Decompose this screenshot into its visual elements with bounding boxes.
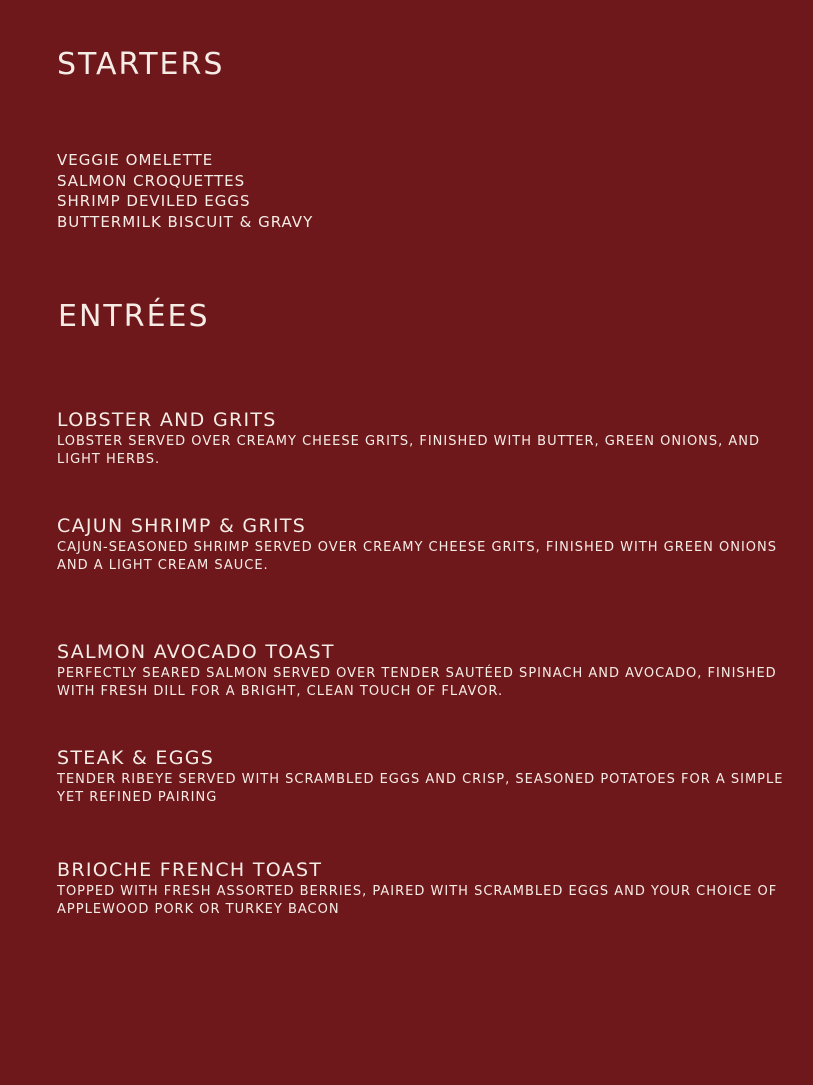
entree-description: PERFECTLY SEARED SALMON SERVED OVER TENDER SAUTÉED SPINACH AND AVOCADO, FINISHED WITH FRESH DILL FOR A BRIGHT, CLEAN TOUCH OF FLAVOR. xyxy=(57,666,777,699)
entree-name: STEAK & EGGS xyxy=(57,747,215,769)
entree-item-lobster-and-grits xyxy=(57,409,787,469)
entree-item-steak-eggs xyxy=(57,747,787,807)
entree-name: BRIOCHE FRENCH TOAST xyxy=(57,859,323,881)
entree-item-cajun-shrimp-grits xyxy=(57,515,787,575)
entree-description: TENDER RIBEYE SERVED WITH SCRAMBLED EGGS AND CRISP, SEASONED POTATOES FOR A SIMPLE YET REFINED PAIRING xyxy=(57,772,784,805)
entree-name: LOBSTER AND GRITS xyxy=(57,409,277,431)
starter-item: SALMON CROQUETTES xyxy=(57,171,246,190)
entree-description: LOBSTER SERVED OVER CREAMY CHEESE GRITS, FINISHED WITH BUTTER, GREEN ONIONS, AND LIGHT HERBS. xyxy=(57,434,761,467)
entree-item-brioche-french-toast xyxy=(57,859,787,919)
starters-list xyxy=(57,150,313,232)
entree-description: TOPPED WITH FRESH ASSORTED BERRIES, PAIRED WITH SCRAMBLED EGGS AND YOUR CHOICE OF APPLEWOOD PORK OR TURKEY BACON xyxy=(57,884,778,917)
starter-item: VEGGIE OMELETTE xyxy=(57,151,214,169)
starter-item: BUTTERMILK BISCUIT & GRAVY xyxy=(57,212,314,231)
entree-item-salmon-avocado-toast xyxy=(57,641,787,701)
starter-item: SHRIMP DEVILED EGGS xyxy=(57,192,251,210)
starters-title: STARTERS xyxy=(57,47,225,82)
entree-description: CAJUN-SEASONED SHRIMP SERVED OVER CREAMY CHEESE GRITS, FINISHED WITH GREEN ONIONS AND A LIGHT CREAM SAUCE. xyxy=(57,540,778,573)
entree-name: CAJUN SHRIMP & GRITS xyxy=(57,515,307,537)
entrees-title: ENTRÉES xyxy=(58,299,210,334)
entree-name: SALMON AVOCADO TOAST xyxy=(57,641,335,663)
